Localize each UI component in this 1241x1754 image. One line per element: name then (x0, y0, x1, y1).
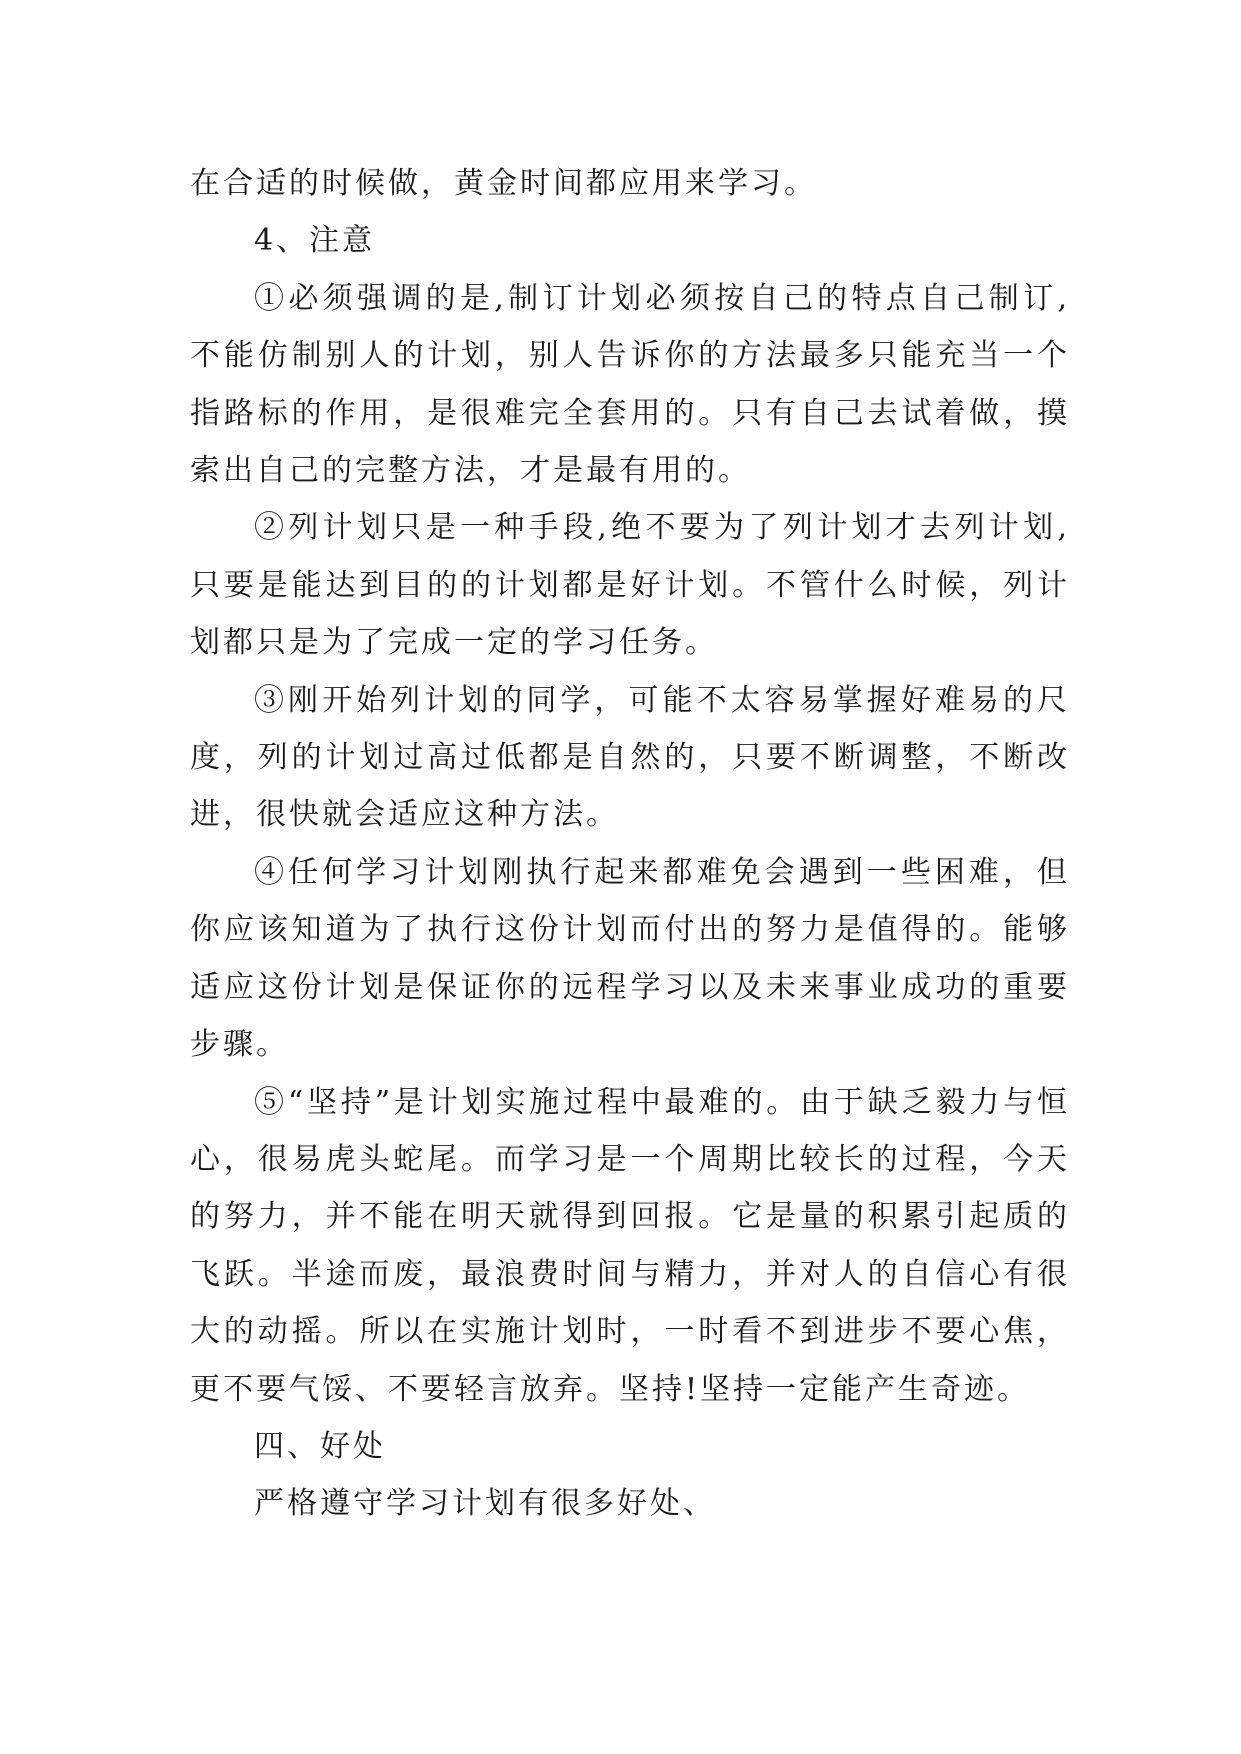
paragraph-note-3: ③刚开始列计划的同学，可能不太容易掌握好难易的尺度，列的计划过高过低都是自然的，只要不断调整，不断改进，很快就会适应这种方法。 (190, 682, 1070, 833)
paragraph-note-1: ①必须强调的是,制订计划必须按自己的特点自己制订,不能仿制别人的计划，别人告诉你的方法最多只能充当一个指路标的作用，是很难完全套用的。只有自己去试着做，摸索出自己的完整方法，才是最有用的。 (190, 280, 1070, 489)
paragraph-note-5: ⑤“坚持”是计划实施过程中最难的。由于缺乏毅力与恒心，很易虎头蛇尾。而学习是一个周期比较长的过程，今天的努力，并不能在明天就得到回报。它是量的积累引起质的飞跃。半途而废，最浪费时间与精力，并对人的自信心有很大的动摇。所以在实施计划时，一时看不到进步不要心焦，更不要气馁、不要轻言放弃。坚持!坚持一定能产生奇迹。 (190, 1084, 1070, 1407)
paragraph-note-4: ④任何学习计划刚执行起来都难免会遇到一些困难，但你应该知道为了执行这份计划而付出的努力是值得的。能够适应这份计划是保证你的远程学习以及未来事业成功的重要步骤。 (190, 854, 1070, 1063)
paragraph-note-2: ②列计划只是一种手段,绝不要为了列计划才去列计划,只要是能达到目的的计划都是好计划。不管什么时候，列计划都只是为了完成一定的学习任务。 (190, 510, 1070, 661)
section-heading-benefits: 四、好处 (254, 1428, 386, 1464)
paragraph-benefits-intro: 严格遵守学习计划有很多好处、 (254, 1486, 716, 1522)
paragraph-continuation: 在合适的时候做，黄金时间都应用来学习。 (190, 166, 817, 201)
section-heading-notes: 4、注意 (254, 223, 376, 259)
body-text (190, 155, 1070, 1533)
